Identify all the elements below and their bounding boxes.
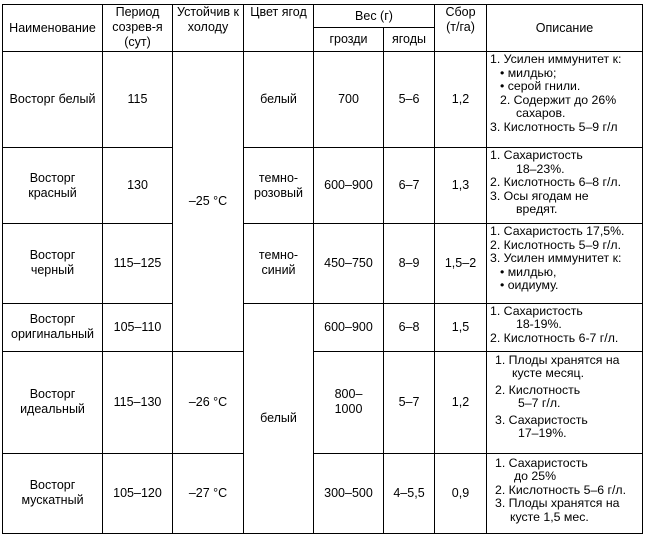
header-bunch: грозди [314,28,384,52]
header-name: Наименование [3,5,103,52]
berry-weight: 5–6 [384,52,435,148]
cold-resistance: –27 °C [173,453,244,533]
description: 1. Сахаристость до 25% 2. Кислотность 5–6 г/л. 3. Плоды хранятся на кусте 1,5 мес. [487,453,643,533]
berry-color: белый [244,52,314,148]
table-row [3,351,643,453]
bunch-weight: 600–900 [314,148,384,224]
header-berry: ягоды [384,28,435,52]
berry-weight: 5–7 [384,351,435,453]
header-yield: Сбор (т/га) [435,5,487,52]
berry-weight: 6–7 [384,148,435,224]
berry-weight: 4–5,5 [384,453,435,533]
yield: 1,5 [435,303,487,351]
bunch-weight: 800– 1000 [314,351,384,453]
ripening-period: 130 [103,148,173,224]
header-color: Цвет ягод [244,5,314,52]
ripening-period: 115 [103,52,173,148]
yield: 1,3 [435,148,487,224]
bunch-weight: 300–500 [314,453,384,533]
variety-name: Восторг идеальный [3,351,103,453]
ripening-period: 105–110 [103,303,173,351]
description: 1. Сахаристость 17,5%. 2. Кислотность 5–9 г/л. 3. Усилен иммунитет к: • милдью, • оидиуму. [487,224,643,303]
table-row [3,52,643,148]
description: 1. Сахаристость 18–23%. 2. Кислотность 6–8 г/л. 3. Осы ягодам не вредят. [487,148,643,224]
yield: 1,2 [435,52,487,148]
description: 1. Сахаристость 18-19%. 2. Кислотность 6-7 г/л. [487,303,643,351]
berry-color: темно- розовый [244,148,314,224]
table-row [3,453,643,533]
cold-resistance: –25 °C [173,52,244,352]
variety-name: Восторг мускатный [3,453,103,533]
yield: 0,9 [435,453,487,533]
header-cold: Устойчив к холоду [173,5,244,52]
table-row [3,148,643,224]
table-row [3,303,643,351]
berry-color: темно- синий [244,224,314,303]
header-weight: Вес (г) [314,5,435,28]
variety-name: Восторг красный [3,148,103,224]
table-row [3,224,643,303]
yield: 1,5–2 [435,224,487,303]
cold-resistance: –26 °C [173,351,244,453]
berry-weight: 8–9 [384,224,435,303]
ripening-period: 115–125 [103,224,173,303]
header-period: Период созрев-я (сут) [103,5,173,52]
berry-weight: 6–8 [384,303,435,351]
description: 1. Усилен иммунитет к: • милдью; • серой гнили. 2. Содержит до 26% сахаров. 3. Кислотность 5–9 г/л [487,52,643,148]
bunch-weight: 450–750 [314,224,384,303]
ripening-period: 105–120 [103,453,173,533]
variety-name: Восторг черный [3,224,103,303]
berry-color: белый [244,303,314,533]
grape-varieties-table [2,4,643,534]
variety-name: Восторг оригинальный [3,303,103,351]
ripening-period: 115–130 [103,351,173,453]
yield: 1,2 [435,351,487,453]
bunch-weight: 700 [314,52,384,148]
variety-name: Восторг белый [3,52,103,148]
bunch-weight: 600–900 [314,303,384,351]
header-description: Описание [487,5,643,52]
description: 1. Плоды хранятся на кусте месяц. 2. Кислотность 5–7 г/л. 3. Сахаристость 17–19%. [487,351,643,453]
